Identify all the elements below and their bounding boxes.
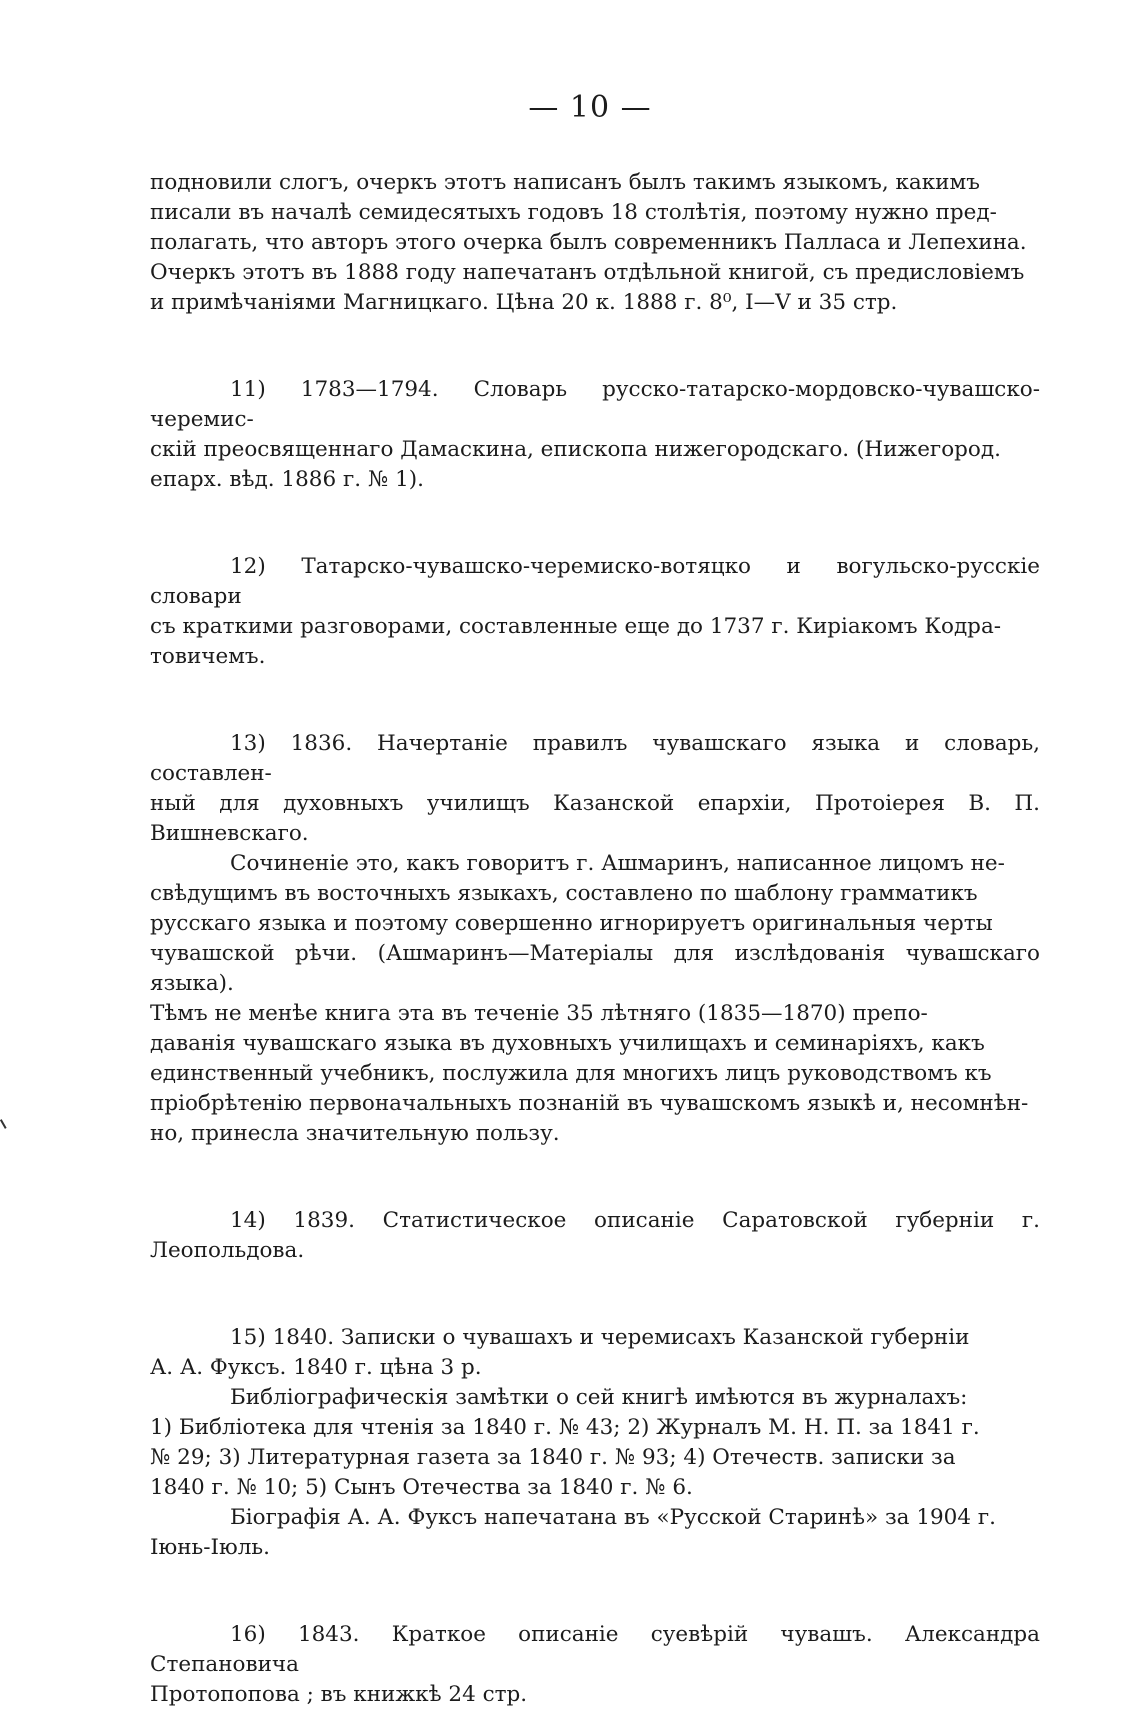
entry-15: 15) 1840. Записки о чувашахъ и черемисахъ Казанской губерніи А. А. Фуксъ. 1840 г. цѣна 3 р. — [150, 1325, 970, 1380]
entry-11: 11) 1783—1794. Словарь русско-татарско-мордовско-чувашско-черемис- скій преосвященнаго Дамаскина, епископа нижегородскаго. (Нижегород. епарх. вѣд. 1886 г. № 1). — [150, 377, 1040, 492]
paragraph-continuation: подновили слогъ, очеркъ этотъ написанъ былъ такимъ языкомъ, какимъ писали въ началѣ семидесятыхъ годовъ 18 столѣтія, поэтому нужно пред- полагать, что авторъ этого очерка былъ современникъ Палласа и Лепехина. Очеркъ этотъ въ 1888 году напечатанъ отдѣльной книгой, съ предисловіемъ и примѣчаніями Магницкаго. Цѣна 20 к. 1888 г. 8⁰, I—V и 35 стр. — [150, 170, 1027, 315]
entry-12: 12) Татарско-чувашско-черемиско-вотяцко и вогульско-русскіе словари съ краткими разговорами, составленные еще до 1737 г. Киріакомъ Кодра- товичемъ. — [150, 554, 1040, 669]
entry-15-bibliography: Библіографическія замѣтки о сей книгѣ имѣются въ журналахъ: 1) Библіотека для чтенія за 1840 г. № 43; 2) Журналъ М. Н. П. за 1841 г. № 29; 3) Литературная газета за 1840 г. № 93; 4) Отечеств. записки за 1840 г. № 10; 5) Сынъ Отечества за 1840 г. № 6. — [150, 1385, 980, 1500]
margin-mark — [0, 1117, 10, 1129]
entry-16: 16) 1843. Краткое описаніе суевѣрій чувашъ. Александра Степановича Протопопова ; въ книжкѣ 24 стр. — [150, 1622, 1040, 1707]
entry-15-biography: Біографія А. А. Фуксъ напечатана въ «Русской Старинѣ» за 1904 г. Іюнь-Іюль. — [150, 1505, 996, 1560]
entry-13-commentary: Сочиненіе это, какъ говоритъ г. Ашмаринъ, написанное лицомъ не- свѣдущимъ въ восточныхъ языкахъ, составлено по шаблону грамматикъ русскаго языка и поэтому совершенно игнорируетъ оригинальныя черты чувашской рѣчи. (Ашмаринъ—Матеріалы для изслѣдованія чувашскаго языка). Тѣмъ не менѣе книга эта въ теченіе 35 лѣтняго (1835—1870) препо- даванія чувашскаго языка въ духовныхъ училищахъ и семинаріяхъ, какъ единственный учебникъ, послужила для многихъ лицъ руководствомъ къ пріобрѣтенію первоначальныхъ познаній въ чувашскомъ языкѣ и, несомнѣн- но, принесла значительную пользу. — [150, 851, 1040, 1146]
page-number: — 10 — — [528, 90, 652, 125]
page-body — [150, 168, 1040, 1710]
entry-14: 14) 1839. Статистическое описаніе Саратовской губерніи г. Леопольдова. — [150, 1208, 1040, 1263]
entry-13: 13) 1836. Начертаніе правилъ чувашскаго языка и словарь, составлен- ный для духовныхъ училищъ Казанской епархіи, Протоіерея В. П. Вишневскаго. — [150, 731, 1040, 846]
